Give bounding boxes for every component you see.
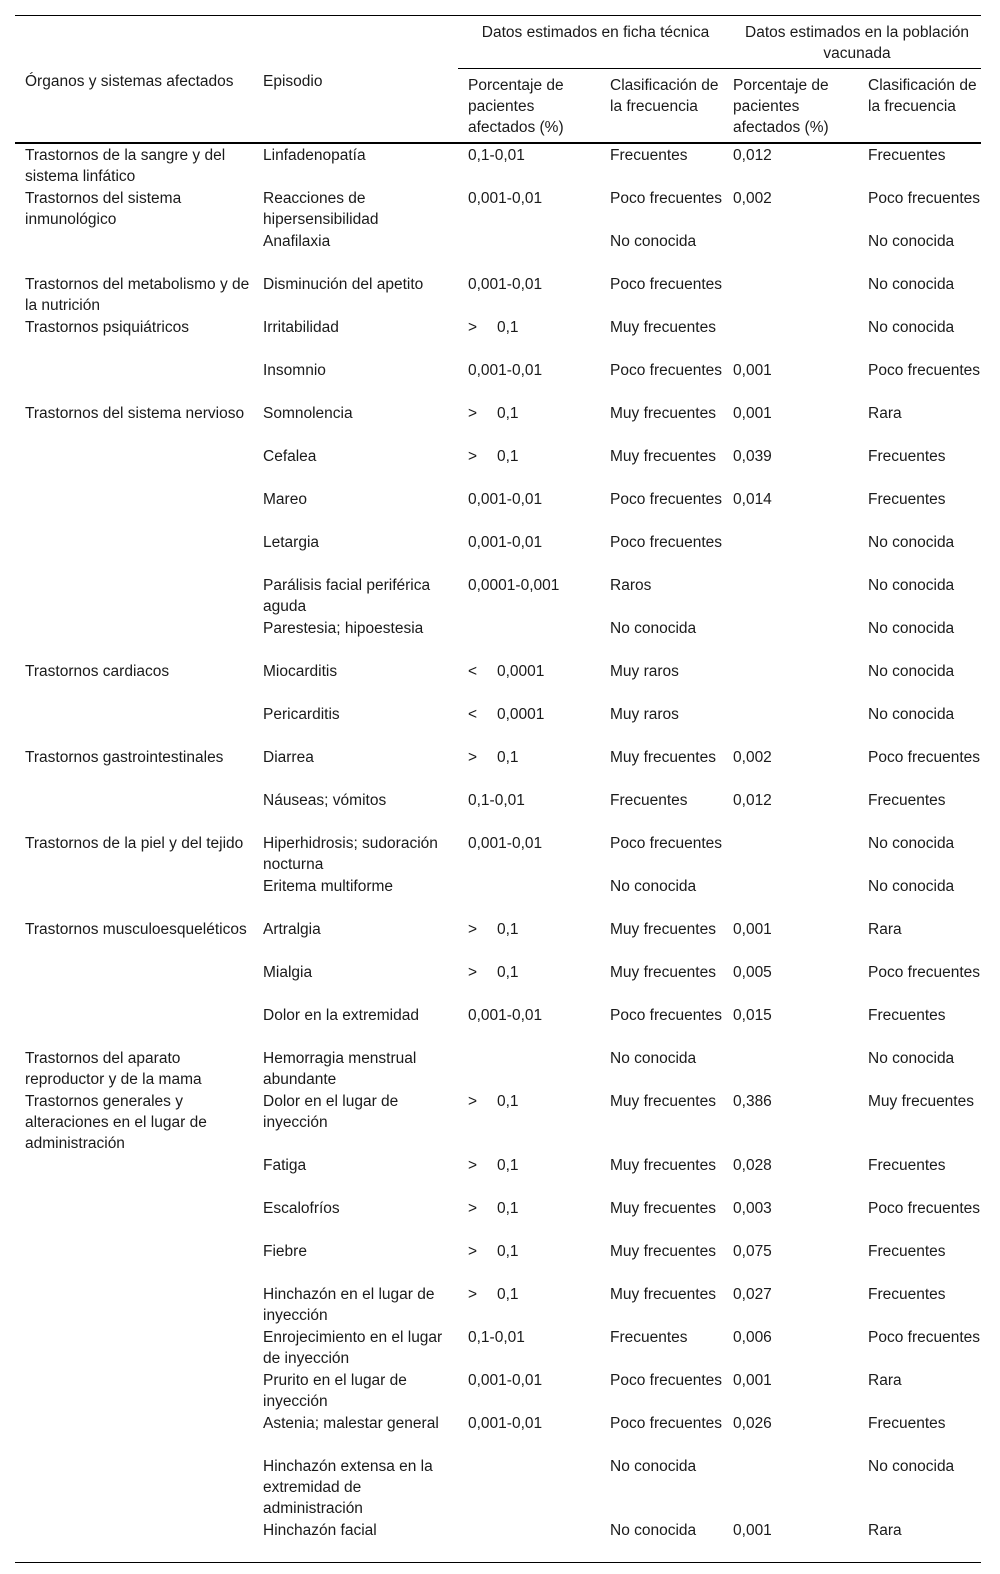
cls-poblacion-cell: Frecuentes: [868, 147, 946, 164]
pct-ficha-tecnica-cell: [458, 1090, 600, 1154]
episode-cell: Escalofríos: [263, 1200, 340, 1217]
comparator: >: [468, 448, 478, 465]
table-row: [15, 1240, 981, 1283]
pct-poblacion-cell: [723, 660, 858, 703]
pct-poblacion-cell: 0,075: [733, 1243, 772, 1260]
pct-value: 0,1: [497, 1157, 519, 1174]
organ-cell: [15, 359, 253, 402]
cls-poblacion-cell: Frecuentes: [868, 792, 946, 809]
pct-value: 0,1: [497, 319, 519, 336]
organ-cell: [15, 1326, 253, 1369]
header-organ: Órganos y sistemas afectados: [15, 16, 253, 144]
comparator: >: [468, 964, 478, 981]
cls-ficha-tecnica-cell: No conocida: [610, 233, 697, 250]
episode-cell: Somnolencia: [263, 405, 353, 422]
cls-poblacion-cell: No conocida: [868, 1050, 955, 1067]
episode-cell: Hiperhidrosis; sudoración nocturna: [263, 835, 438, 873]
episode-cell: Diarrea: [263, 749, 314, 766]
organ-cell: [15, 617, 253, 660]
pct-poblacion-cell: [723, 1455, 858, 1519]
organ-cell: [15, 1412, 253, 1455]
table-row: [15, 1455, 981, 1519]
cls-poblacion-cell: Poco frecuentes: [868, 190, 981, 207]
organ-cell: Trastornos del sistema nervioso: [25, 405, 245, 422]
table-row: [15, 143, 981, 187]
comparator: >: [468, 921, 478, 938]
cls-ficha-tecnica-cell: Poco frecuentes: [610, 362, 723, 379]
organ-cell: Trastornos del metabolismo y de la nutrición: [25, 276, 250, 314]
episode-cell: Pericarditis: [263, 706, 340, 723]
cls-ficha-tecnica-cell: Raros: [610, 577, 652, 594]
episode-cell: Enrojecimiento en el lugar de inyección: [263, 1329, 443, 1367]
table-row: [15, 1090, 981, 1154]
episode-cell: Eritema multiforme: [263, 878, 394, 895]
organ-cell: [15, 445, 253, 488]
cls-ficha-tecnica-cell: No conocida: [600, 1519, 723, 1563]
pct-ficha-tecnica-cell: [458, 316, 600, 359]
cls-ficha-tecnica-cell: Poco frecuentes: [610, 534, 723, 551]
comparator: >: [468, 1243, 478, 1260]
table-row: [15, 1047, 981, 1090]
pct-ficha-tecnica-cell: [458, 1455, 600, 1519]
cls-poblacion-cell: No conocida: [868, 878, 955, 895]
pct-ficha-tecnica-cell: [458, 1519, 600, 1563]
pct-poblacion-cell: 0,039: [733, 448, 772, 465]
cls-poblacion-cell: Frecuentes: [868, 1007, 946, 1024]
pct-poblacion-cell: [723, 230, 858, 273]
comparator: <: [468, 663, 478, 680]
cls-ficha-tecnica-cell: Poco frecuentes: [610, 190, 723, 207]
episode-cell: Parestesia; hipoestesia: [263, 620, 424, 637]
organ-cell: Trastornos gastrointestinales: [25, 749, 224, 766]
header-pct-ficha-tecnica: Porcentaje de pacientes afectados (%): [458, 69, 600, 144]
pct-poblacion-cell: [723, 273, 858, 316]
table-row: [15, 1004, 981, 1047]
pct-poblacion-cell: 0,001: [723, 1519, 858, 1563]
cls-poblacion-cell: Frecuentes: [868, 491, 946, 508]
cls-poblacion-cell: No conocida: [868, 534, 955, 551]
pct-ficha-tecnica-cell: 0,0001-0,001: [468, 577, 560, 594]
table-row: [15, 1283, 981, 1326]
pct-poblacion-cell: [723, 703, 858, 746]
comparator: >: [468, 1093, 478, 1110]
cls-poblacion-cell: Frecuentes: [868, 1415, 946, 1432]
episode-cell: Insomnio: [263, 362, 326, 379]
cls-ficha-tecnica-cell: Poco frecuentes: [610, 835, 723, 852]
organ-cell: [15, 789, 253, 832]
cls-ficha-tecnica-cell: Muy frecuentes: [610, 448, 716, 465]
episode-cell: Dolor en la extremidad: [263, 1007, 419, 1024]
cls-ficha-tecnica-cell: Muy raros: [610, 663, 679, 680]
cls-poblacion-cell: No conocida: [868, 620, 955, 637]
pct-poblacion-cell: [723, 617, 858, 660]
cls-poblacion-cell: Frecuentes: [868, 1243, 946, 1260]
organ-cell: Trastornos cardiacos: [25, 663, 170, 680]
comparator: >: [468, 749, 478, 766]
organ-cell: Trastornos de la piel y del tejido: [25, 835, 244, 852]
table-row: [15, 703, 981, 746]
pct-poblacion-cell: 0,012: [733, 147, 772, 164]
pct-ficha-tecnica-cell: [458, 1197, 600, 1240]
organ-cell: [15, 1519, 253, 1563]
comparator: >: [468, 319, 478, 336]
episode-cell: Fatiga: [263, 1157, 307, 1174]
pct-ficha-tecnica-cell: [458, 402, 600, 445]
cls-ficha-tecnica-cell: No conocida: [610, 1458, 697, 1475]
episode-cell: Miocarditis: [263, 663, 338, 680]
organ-cell: Trastornos de la sangre y del sistema linfático: [25, 147, 226, 185]
pct-ficha-tecnica-cell: [458, 1047, 600, 1090]
organ-cell: [15, 703, 253, 746]
organ-cell: [15, 574, 253, 617]
pct-ficha-tecnica-cell: [458, 230, 600, 273]
header-cls-poblacion: Clasificación de la frecuencia: [858, 69, 981, 144]
episode-cell: Hinchazón en el lugar de inyección: [263, 1286, 435, 1324]
organ-cell: [15, 488, 253, 531]
pct-poblacion-cell: 0,001: [733, 921, 772, 938]
episode-cell: Cefalea: [263, 448, 317, 465]
pct-value: 0,0001: [497, 663, 545, 680]
header-group-poblacion-vacunada: Datos estimados en la población vacunada: [723, 16, 981, 69]
table-row: [15, 531, 981, 574]
episode-cell: Náuseas; vómitos: [263, 792, 387, 809]
table-row: [15, 574, 981, 617]
cls-ficha-tecnica-cell: Muy raros: [610, 706, 679, 723]
episode-cell: Letargia: [263, 534, 320, 551]
organ-cell: [15, 230, 253, 273]
pct-poblacion-cell: 0,002: [733, 749, 772, 766]
cls-ficha-tecnica-cell: Frecuentes: [610, 1329, 688, 1346]
table-row: [15, 1197, 981, 1240]
cls-ficha-tecnica-cell: Muy frecuentes: [610, 405, 716, 422]
episode-cell: Mareo: [263, 491, 307, 508]
cls-poblacion-cell: Rara: [868, 921, 902, 938]
comparator: >: [468, 405, 478, 422]
episode-cell: Hinchazón extensa en la extremidad de administración: [263, 1458, 433, 1517]
table-header: [15, 16, 981, 144]
organ-cell: [15, 1240, 253, 1283]
cls-ficha-tecnica-cell: No conocida: [610, 1050, 697, 1067]
table-row: [15, 316, 981, 359]
pct-ficha-tecnica-cell: 0,1-0,01: [468, 147, 525, 164]
table-row: [15, 746, 981, 789]
header-pct-poblacion: Porcentaje de pacientes afectados (%): [723, 69, 858, 144]
episode-cell: Parálisis facial periférica aguda: [263, 577, 431, 615]
cls-ficha-tecnica-cell: Frecuentes: [610, 792, 688, 809]
pct-value: 0,0001: [497, 706, 545, 723]
table-row: [15, 230, 981, 273]
organ-cell: [15, 1369, 253, 1412]
cls-ficha-tecnica-cell: Muy frecuentes: [610, 749, 716, 766]
pct-poblacion-cell: 0,003: [733, 1200, 772, 1217]
cls-ficha-tecnica-cell: Frecuentes: [610, 147, 688, 164]
pct-ficha-tecnica-cell: 0,001-0,01: [468, 1415, 543, 1432]
cls-ficha-tecnica-cell: Poco frecuentes: [610, 276, 723, 293]
pct-poblacion-cell: [723, 574, 858, 617]
organ-cell: Trastornos musculoesqueléticos: [25, 921, 247, 938]
pct-ficha-tecnica-cell: 0,001-0,01: [468, 276, 543, 293]
pct-ficha-tecnica-cell: [458, 746, 600, 789]
cls-ficha-tecnica-cell: Poco frecuentes: [610, 1415, 723, 1432]
cls-poblacion-cell: Poco frecuentes: [868, 749, 981, 766]
episode-cell: Anafilaxia: [263, 233, 331, 250]
comparator: <: [468, 706, 478, 723]
pct-ficha-tecnica-cell: 0,001-0,01: [468, 534, 543, 551]
table-row: [15, 187, 981, 230]
pct-poblacion-cell: 0,006: [733, 1329, 772, 1346]
pct-poblacion-cell: 0,005: [733, 964, 772, 981]
table-row: [15, 918, 981, 961]
comparator: >: [468, 1157, 478, 1174]
cls-ficha-tecnica-cell: Muy frecuentes: [610, 1243, 716, 1260]
episode-cell: Linfadenopatía: [263, 147, 366, 164]
table-row: [15, 617, 981, 660]
pct-ficha-tecnica-cell: [458, 918, 600, 961]
cls-poblacion-cell: Rara: [858, 1519, 981, 1563]
cls-poblacion-cell: No conocida: [868, 319, 955, 336]
adverse-events-table: [15, 15, 981, 1563]
pct-ficha-tecnica-cell: 0,001-0,01: [468, 1007, 543, 1024]
cls-poblacion-cell: Muy frecuentes: [868, 1093, 974, 1110]
pct-ficha-tecnica-cell: [458, 660, 600, 703]
pct-poblacion-cell: 0,386: [733, 1093, 772, 1110]
pct-ficha-tecnica-cell: [458, 703, 600, 746]
cls-poblacion-cell: No conocida: [868, 1458, 955, 1475]
pct-poblacion-cell: 0,015: [733, 1007, 772, 1024]
cls-poblacion-cell: Rara: [868, 405, 902, 422]
pct-ficha-tecnica-cell: 0,001-0,01: [468, 835, 543, 852]
organ-cell: [15, 1154, 253, 1197]
cls-ficha-tecnica-cell: Poco frecuentes: [610, 1007, 723, 1024]
cls-poblacion-cell: Frecuentes: [868, 1157, 946, 1174]
organ-cell: Trastornos psiquiátricos: [25, 319, 189, 336]
pct-value: 0,1: [497, 1200, 519, 1217]
cls-poblacion-cell: No conocida: [868, 276, 955, 293]
organ-cell: Trastornos del sistema inmunológico: [25, 190, 182, 228]
comparator: >: [468, 1286, 478, 1303]
cls-ficha-tecnica-cell: Muy frecuentes: [610, 1093, 716, 1110]
table-row: [15, 1412, 981, 1455]
pct-poblacion-cell: 0,001: [733, 362, 772, 379]
pct-poblacion-cell: [723, 531, 858, 574]
header-cls-ficha-tecnica: Clasificación de la frecuencia: [600, 69, 723, 144]
table-row: [15, 273, 981, 316]
organ-cell: Trastornos del aparato reproductor y de la mama: [25, 1050, 202, 1088]
cls-poblacion-cell: Poco frecuentes: [868, 964, 981, 981]
episode-cell: Prurito en el lugar de inyección: [263, 1372, 407, 1410]
pct-ficha-tecnica-cell: 0,001-0,01: [468, 491, 543, 508]
pct-value: 0,1: [497, 1286, 519, 1303]
table-row: [15, 1369, 981, 1412]
pct-poblacion-cell: 0,014: [733, 491, 772, 508]
pct-ficha-tecnica-cell: [458, 445, 600, 488]
table-row: [15, 961, 981, 1004]
table-row: [15, 1519, 981, 1563]
cls-ficha-tecnica-cell: Muy frecuentes: [610, 1286, 716, 1303]
episode-cell: Disminución del apetito: [263, 276, 424, 293]
organ-cell: [15, 531, 253, 574]
header-group-ficha-tecnica: Datos estimados en ficha técnica: [458, 16, 723, 69]
organ-cell: Trastornos generales y alteraciones en el lugar de administración: [25, 1093, 207, 1152]
cls-poblacion-cell: Poco frecuentes: [868, 1329, 981, 1346]
table-row: [15, 660, 981, 703]
cls-poblacion-cell: No conocida: [868, 663, 955, 680]
header-episode: Episodio: [253, 16, 458, 144]
pct-ficha-tecnica-cell: [458, 1240, 600, 1283]
table-row: [15, 359, 981, 402]
organ-cell: [15, 1283, 253, 1326]
cls-poblacion-cell: No conocida: [868, 233, 955, 250]
pct-poblacion-cell: 0,001: [733, 405, 772, 422]
cls-poblacion-cell: Frecuentes: [868, 448, 946, 465]
pct-ficha-tecnica-cell: 0,1-0,01: [468, 792, 525, 809]
pct-value: 0,1: [497, 749, 519, 766]
episode-cell: Fiebre: [263, 1243, 307, 1260]
cls-ficha-tecnica-cell: Muy frecuentes: [610, 319, 716, 336]
cls-ficha-tecnica-cell: Muy frecuentes: [610, 1157, 716, 1174]
pct-ficha-tecnica-cell: [458, 875, 600, 918]
pct-value: 0,1: [497, 921, 519, 938]
pct-value: 0,1: [497, 405, 519, 422]
cls-poblacion-cell: Poco frecuentes: [868, 362, 981, 379]
cls-ficha-tecnica-cell: No conocida: [610, 878, 697, 895]
pct-ficha-tecnica-cell: 0,001-0,01: [468, 1372, 543, 1389]
pct-value: 0,1: [497, 1243, 519, 1260]
episode-cell: Astenia; malestar general: [263, 1415, 439, 1432]
pct-poblacion-cell: 0,012: [733, 792, 772, 809]
pct-poblacion-cell: 0,026: [733, 1415, 772, 1432]
pct-ficha-tecnica-cell: [458, 961, 600, 1004]
cls-poblacion-cell: No conocida: [868, 706, 955, 723]
cls-poblacion-cell: No conocida: [868, 835, 955, 852]
cls-poblacion-cell: Rara: [868, 1372, 902, 1389]
pct-value: 0,1: [497, 964, 519, 981]
organ-cell: [15, 1197, 253, 1240]
cls-poblacion-cell: Poco frecuentes: [868, 1200, 981, 1217]
pct-value: 0,1: [497, 1093, 519, 1110]
episode-cell: Irritabilidad: [263, 319, 339, 336]
cls-ficha-tecnica-cell: Muy frecuentes: [610, 1200, 716, 1217]
table-row: [15, 1154, 981, 1197]
pct-poblacion-cell: [723, 316, 858, 359]
pct-value: 0,1: [497, 448, 519, 465]
pct-poblacion-cell: 0,028: [733, 1157, 772, 1174]
episode-cell: Dolor en el lugar de inyección: [263, 1093, 399, 1131]
organ-cell: [15, 1455, 253, 1519]
table-row: [15, 402, 981, 445]
table-row: [15, 789, 981, 832]
organ-cell: [15, 1004, 253, 1047]
cls-ficha-tecnica-cell: Muy frecuentes: [610, 921, 716, 938]
episode-cell: Hinchazón facial: [253, 1519, 458, 1563]
pct-poblacion-cell: 0,027: [733, 1286, 772, 1303]
pct-ficha-tecnica-cell: 0,001-0,01: [468, 362, 543, 379]
table-row: [15, 445, 981, 488]
episode-cell: Reacciones de hipersensibilidad: [263, 190, 379, 228]
pct-ficha-tecnica-cell: [458, 617, 600, 660]
pct-poblacion-cell: 0,002: [733, 190, 772, 207]
organ-cell: [15, 961, 253, 1004]
episode-cell: Mialgia: [263, 964, 313, 981]
pct-poblacion-cell: [723, 875, 858, 918]
organ-cell: [15, 875, 253, 918]
cls-poblacion-cell: No conocida: [868, 577, 955, 594]
episode-cell: Artralgia: [263, 921, 321, 938]
table-row: [15, 488, 981, 531]
episode-cell: Hemorragia menstrual abundante: [263, 1050, 417, 1088]
pct-ficha-tecnica-cell: [458, 1154, 600, 1197]
pct-poblacion-cell: [723, 1047, 858, 1090]
pct-ficha-tecnica-cell: 0,1-0,01: [468, 1329, 525, 1346]
table-row: [15, 832, 981, 875]
pct-poblacion-cell: 0,001: [733, 1372, 772, 1389]
table-body: [15, 143, 981, 1563]
cls-ficha-tecnica-cell: Muy frecuentes: [610, 964, 716, 981]
pct-ficha-tecnica-cell: [458, 1283, 600, 1326]
cls-poblacion-cell: Frecuentes: [868, 1286, 946, 1303]
comparator: >: [468, 1200, 478, 1217]
pct-poblacion-cell: [723, 832, 858, 875]
table-row: [15, 875, 981, 918]
table-row: [15, 1326, 981, 1369]
cls-ficha-tecnica-cell: No conocida: [610, 620, 697, 637]
cls-ficha-tecnica-cell: Poco frecuentes: [610, 1372, 723, 1389]
cls-ficha-tecnica-cell: Poco frecuentes: [610, 491, 723, 508]
pct-ficha-tecnica-cell: 0,001-0,01: [468, 190, 543, 207]
